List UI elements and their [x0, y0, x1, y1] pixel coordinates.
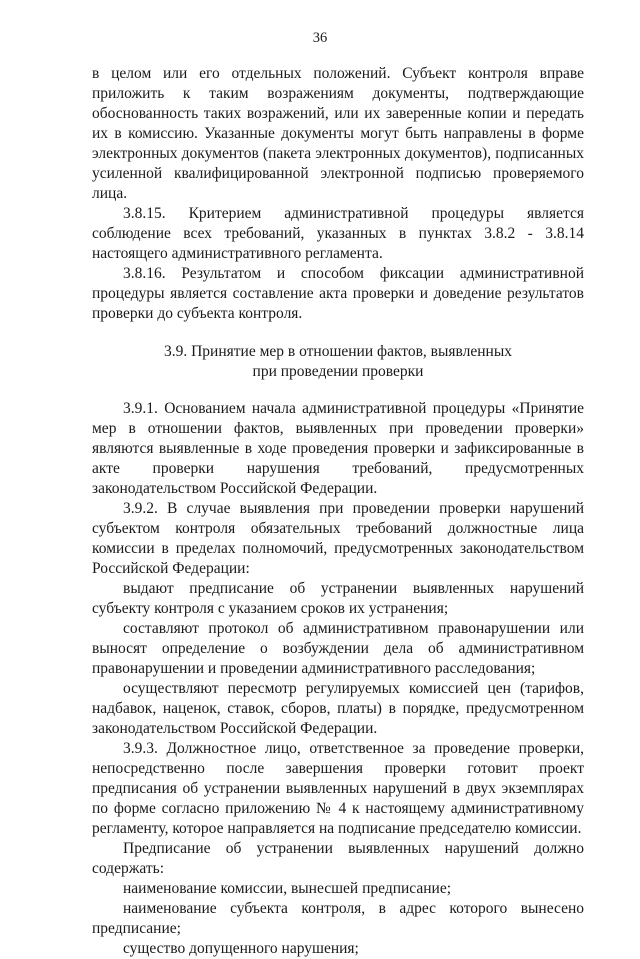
paragraph: осуществляют пересмотр регулируемых комиссией цен (тарифов, надбавок, наценок, ставок, сборов, платы) в порядке, предусмотренном законодательством Российской Федерации. — [92, 680, 584, 737]
paragraph: 3.8.15. Критерием административной процедуры является соблюдение всех требований, указанных в пунктах 3.8.2 - 3.8.14 настоящего административного регламента. — [92, 205, 584, 262]
section-heading-line: при проведении проверки — [252, 363, 424, 380]
paragraph: выдают предписание об устранении выявленных нарушений субъекту контроля с указанием сроков их устранения; — [92, 580, 584, 617]
paragraph: 3.8.16. Результатом и способом фиксации административной процедуры является составление акта проверки и доведение результатов проверки до субъекта контроля. — [92, 265, 584, 322]
paragraph: наименование комиссии, вынесшей предписание; — [123, 880, 452, 897]
paragraph: в целом или его отдельных положений. Субъект контроля вправе приложить к таким возражениям документы, подтверждающие обоснованность таких возражений, или их заверенные копии и передать их в комиссию. Указанные документы могут быть направлены в форме электронных документов (пакета электронных документов), подписанных усиленной квалифицированной электронной подписью проверяемого лица. — [92, 65, 584, 202]
paragraph: 3.9.2. В случае выявления при проведении проверки нарушений субъектом контроля обязательных требований должностные лица комиссии в пределах полномочий, предусмотренных законодательством Российской Федерации: — [92, 500, 584, 577]
paragraph: Предписание об устранении выявленных нарушений должно содержать: — [92, 840, 584, 877]
paragraph: наименование субъекта контроля, в адрес которого вынесено предписание; — [92, 900, 584, 937]
paragraph: существо допущенного нарушения; — [123, 940, 359, 957]
paragraph: составляют протокол об административном правонарушении или выносят определение о возбуждении дела об административном правонарушении и проведении административного расследования; — [92, 620, 584, 677]
page-number: 36 — [312, 30, 328, 46]
section-heading — [92, 342, 584, 382]
paragraph: 3.9.3. Должностное лицо, ответственное за проведение проверки, непосредственно после завершения проверки готовит проект предписания об устранении выявленных нарушений в двух экземплярах по форме согласно приложению № 4 к настоящему административному регламенту, которое направляется на подписание председателю комиссии. — [92, 740, 584, 837]
paragraph: 3.9.1. Основанием начала административной процедуры «Принятие мер в отношении фактов, выявленных при проведении проверки» являются выявленные в ходе проведения проверки и зафиксированные в акте проверки нарушения требований, предусмотренных законодательством Российской Федерации. — [92, 400, 584, 497]
section-heading-line: 3.9. Принятие мер в отношении фактов, выявленных — [163, 343, 513, 360]
document-body — [92, 64, 584, 959]
